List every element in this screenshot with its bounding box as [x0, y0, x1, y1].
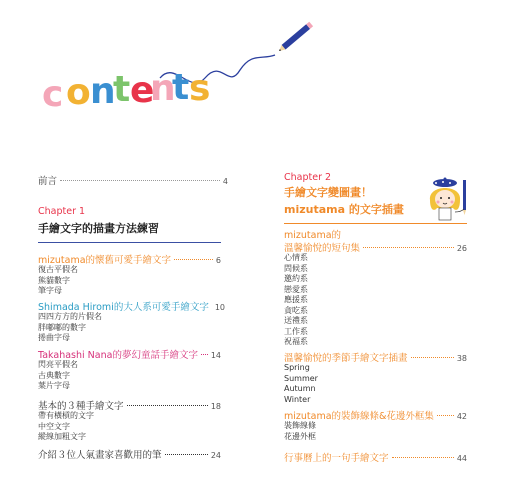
- entry-page: 24: [210, 451, 221, 460]
- sub-item-list: [284, 363, 318, 405]
- sub-item-list: [284, 253, 308, 348]
- leader-dots: [437, 415, 454, 416]
- sub-item-list: [38, 265, 78, 297]
- toc-entry-preface[interactable]: [38, 173, 228, 187]
- sub-item: 縱線加粗文字: [38, 432, 86, 441]
- leader-dots: [201, 354, 208, 355]
- leader-dots: [165, 454, 208, 455]
- chapter-2-title-line1: 手繪文字變圖畫！: [284, 186, 372, 199]
- sub-item: 應援系: [284, 295, 308, 304]
- sub-item: 花邊外框: [284, 431, 316, 441]
- leader-dots: [411, 357, 454, 358]
- sub-item: 葉片字母: [38, 381, 70, 390]
- sub-item: Autumn: [284, 384, 316, 393]
- entry-page: 42: [456, 412, 467, 421]
- sub-item: 祝福系: [284, 337, 308, 346]
- sub-item-list: [38, 411, 94, 443]
- entry-title: 行事曆上的一句手繪文字: [284, 453, 389, 464]
- sub-item-list: [38, 312, 102, 344]
- entry-title: mizutama的懷舊可愛手繪文字: [38, 255, 172, 266]
- sub-item: Spring: [284, 363, 310, 372]
- leader-dots: [363, 247, 454, 248]
- entry-page: 26: [456, 244, 467, 253]
- sub-item: 心情系: [284, 253, 308, 262]
- chapter-1-label: Chapter 1: [38, 206, 86, 217]
- entry-title: 介紹３位人氣畫家喜歡用的筆: [38, 450, 162, 461]
- contents-letter: e: [130, 70, 155, 111]
- contents-letter: n: [150, 68, 176, 109]
- sub-item: 古典數字: [38, 370, 70, 380]
- entry-title: 基本的３種手繪文字: [38, 401, 124, 412]
- entry-page: 10: [214, 303, 226, 312]
- chapter-1-title: 手繪文字的描畫方法練習: [38, 222, 159, 235]
- toc-entry[interactable]: [38, 398, 221, 412]
- sub-item: 貪吃系: [284, 305, 308, 315]
- chapter-1-rule: [38, 242, 221, 243]
- sub-item: 問候系: [284, 263, 308, 273]
- sub-item: 胖嘟嘟的數字: [38, 322, 86, 332]
- sub-item: Summer: [284, 373, 318, 383]
- contents-heading-art: [0, 0, 520, 140]
- contents-letter: o: [66, 72, 91, 113]
- sub-item: 中空文字: [38, 421, 70, 431]
- sub-item-list: [284, 421, 316, 442]
- contents-letter: t: [172, 67, 190, 108]
- toc-entry[interactable]: [38, 347, 221, 361]
- toc-entry[interactable]: [38, 447, 221, 461]
- sub-item: 捲曲字母: [38, 333, 70, 342]
- sub-item: 閃亮平假名: [38, 360, 78, 369]
- toc-entry[interactable]: [284, 408, 467, 422]
- contents-letter: s: [189, 68, 211, 109]
- contents-letter: t: [113, 69, 131, 110]
- sub-item: 四四方方的片假名: [38, 312, 102, 321]
- toc-entry[interactable]: [38, 252, 221, 266]
- sub-item: 送禮系: [284, 316, 308, 325]
- sub-item: 復古平假名: [38, 265, 78, 274]
- sub-item: 邀約系: [284, 274, 308, 283]
- toc-entry[interactable]: [284, 240, 467, 254]
- leader-dots: [392, 457, 454, 458]
- entry-title: 溫馨愉悅的短句集: [284, 243, 361, 254]
- sub-item: Winter: [284, 394, 311, 404]
- sub-item: 工作系: [284, 326, 308, 336]
- entry-page: 14: [210, 351, 221, 360]
- sub-item-list: [38, 360, 78, 392]
- entry-title: Shimada Hiromi的大人系可愛手繪文字: [38, 302, 209, 313]
- leader-dots: [174, 259, 213, 260]
- entry-page: 38: [456, 354, 467, 363]
- contents-lettering: [42, 67, 210, 115]
- entry-page: 44: [456, 454, 467, 463]
- entry-title: 前言: [38, 176, 58, 187]
- entry-title: Takahashi Nana的夢幻童話手繪文字: [38, 350, 198, 361]
- entry-title: mizutama的裝飾線條&花邊外框集: [284, 411, 434, 422]
- contents-letter: n: [90, 71, 116, 112]
- leader-dots: [127, 405, 208, 406]
- girl-illustration: [425, 176, 473, 226]
- entry-title: 溫馨愉悅的季節手繪文字插畫: [284, 353, 408, 364]
- entry-page: 6: [215, 256, 221, 265]
- sub-item: 戀愛系: [284, 284, 308, 294]
- sub-item: 熊貓數字: [38, 275, 70, 285]
- pencil-icon: [277, 22, 313, 54]
- contents-letter: c: [42, 74, 64, 115]
- sub-item: 裝飾線條: [284, 421, 316, 430]
- toc-entry[interactable]: [284, 350, 467, 364]
- entry-title-line1: mizutama的: [284, 230, 342, 241]
- leader-dots: [60, 180, 220, 181]
- chapter-2-title-line2: mizutama 的文字插畫: [284, 203, 404, 216]
- entry-page: 4: [222, 177, 228, 186]
- sub-item: 筆字母: [38, 286, 62, 295]
- toc-entry[interactable]: [284, 450, 467, 464]
- toc-entry[interactable]: [38, 299, 226, 313]
- chapter-2-label: Chapter 2: [284, 172, 332, 183]
- entry-page: 18: [210, 402, 221, 411]
- sub-item: 帶有橫槓的文字: [38, 411, 94, 420]
